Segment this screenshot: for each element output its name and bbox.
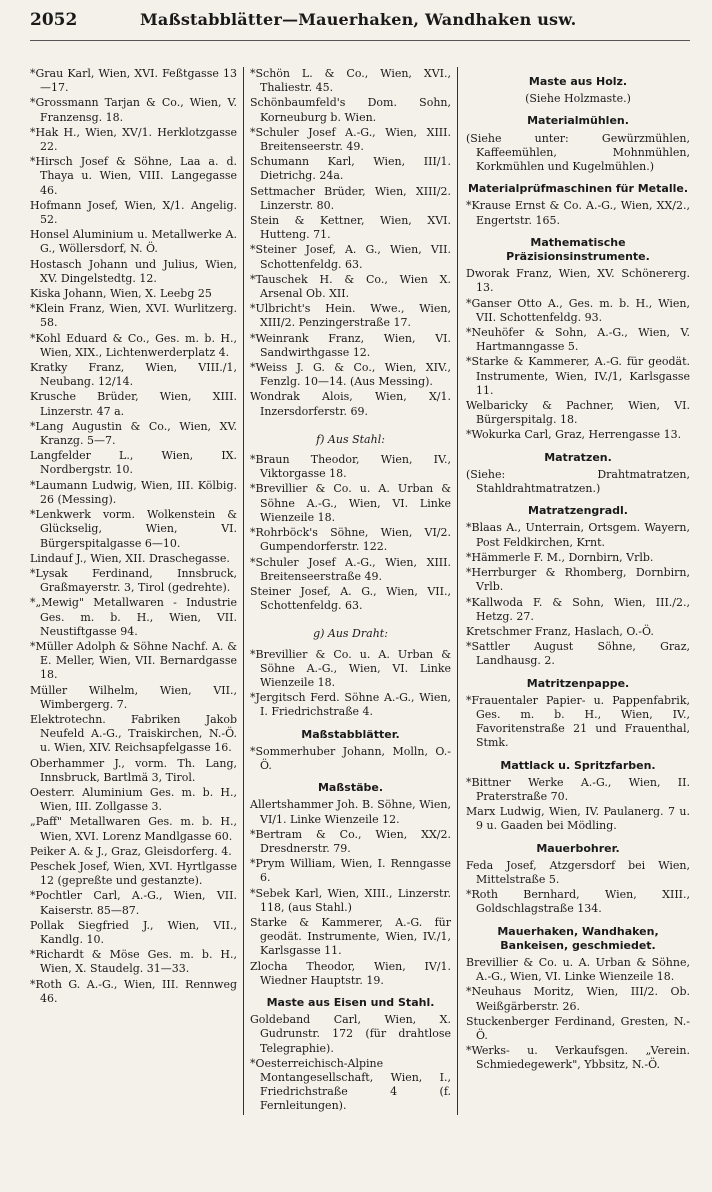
directory-entry: Kiska Johann, Wien, X. Leebg 25 — [30, 287, 212, 301]
directory-entry: *Starke & Kammerer, A.-G. für geodät. Instrumente, Wien, IV./1, Karlsgasse 11. — [466, 355, 690, 397]
section-heading: Maste aus Holz. — [528, 75, 628, 88]
directory-entry: Marx Ludwig, Wien, IV. Paulanerg. 7 u. 9 u. Gaaden bei Mödling. — [466, 805, 690, 833]
directory-entry: *Neuhöfer & Sohn, A.-G., Wien, V. Hartmanngasse 5. — [466, 326, 690, 354]
directory-entry: *Laumann Ludwig, Wien, III. Kölbig. 26 (Messing). — [30, 478, 237, 506]
columns — [30, 67, 690, 1115]
page-header — [30, 10, 690, 41]
directory-entry: Oesterr. Aluminium Ges. m. b. H., Wien, III. Zollgasse 3. — [30, 785, 237, 814]
directory-entry: *Prym William, Wien, I. Renngasse 6. — [250, 857, 451, 885]
section-heading: Mauerbohrer. — [536, 841, 620, 855]
directory-entry: *Hämmerle F. M., Dornbirn, Vrlb. — [466, 550, 654, 564]
directory-entry: *Richardt & Möse Ges. m. b. H., Wien, X. Staudelg. 31—33. — [30, 948, 237, 976]
directory-entry: Müller Wilhelm, Wien, VII., Wimbergerg. 7. — [30, 683, 237, 711]
directory-entry: *Roth G. A.-G., Wien, III. Rennweg 46. — [30, 977, 237, 1005]
directory-entry: *Schuler Josef A.-G., Wien, XIII. Breitenseerstr. 49. — [250, 125, 451, 154]
directory-entry: *Pochtler Carl, A.-G., Wien, VII. Kaiserstr. 85—87. — [30, 889, 237, 917]
directory-entry: Kretschmer Franz, Haslach, O.-Ö. — [466, 624, 654, 638]
directory-entry: *Grau Karl, Wien, XVI. Feßtgasse 13—17. — [30, 67, 237, 95]
directory-entry: Steiner Josef, A. G., Wien, VII., Schottenfeldg. 63. — [250, 584, 451, 613]
directory-entry: *Werks- u. Verkaufsgen. „Verein. Schmiedegewerk", Ybbsitz, N.-Ö. — [466, 1044, 690, 1072]
directory-entry: *Weinrank Franz, Wien, VI. Sandwirthgasse 12. — [250, 331, 451, 359]
section-heading: Maßstabblätter. — [301, 727, 400, 741]
directory-entry: *Schön L. & Co., Wien, XVI., Thaliestr. 45. — [250, 67, 451, 95]
directory-entry: *Krause Ernst & Co. A.-G., Wien, XX/2., Engertstr. 165. — [466, 199, 690, 227]
section-heading: Mauerhaken, Wandhaken, Bankeisen, geschmiedet. — [497, 924, 659, 952]
directory-entry: *Braun Theodor, Wien, IV., Viktorgasse 18. — [250, 453, 451, 481]
directory-entry: *Klein Franz, Wien, XVI. Wurlitzerg. 58. — [30, 302, 237, 330]
directory-entry: *Sebek Karl, Wien, XIII., Linzerstr. 118, (aus Stahl.) — [250, 886, 451, 914]
column-left — [30, 67, 244, 1115]
directory-entry: Schumann Karl, Wien, III/1. Dietrichg. 24a. — [250, 155, 451, 183]
directory-entry: *Kohl Eduard & Co., Ges. m. b. H., Wien, XIX., Lichtenwerderplatz 4. — [30, 331, 237, 359]
directory-entry: *Hak H., Wien, XV/1. Herklotzgasse 22. — [30, 125, 237, 154]
directory-entry: Hofmann Josef, Wien, X/1. Angelig. 52. — [30, 198, 237, 227]
directory-entry: *Herrburger & Rhomberg, Dornbirn, Vrlb. — [466, 566, 690, 594]
directory-entry: Goldeband Carl, Wien, X. Gudrunstr. 172 (für drahtlose Telegraphie). — [250, 1013, 451, 1055]
directory-entry: Welbaricky & Pachner, Wien, VI. Bürgerspitalg. 18. — [466, 399, 690, 427]
directory-entry: *Ulbricht's Hein. Wwe., Wien, XIII/2. Penzingerstraße 17. — [250, 302, 451, 330]
directory-entry: Hostasch Johann und Julius, Wien, XV. Dingelstedtg. 12. — [30, 257, 237, 285]
section-heading: Matratzengradl. — [528, 504, 628, 518]
directory-entry: Kratky Franz, Wien, VIII./1, Neubang. 12/14. — [30, 361, 237, 389]
directory-entry: *Müller Adolph & Söhne Nachf. A. & E. Meller, Wien, VII. Bernardgasse 18. — [30, 639, 237, 682]
directory-entry: Brevillier & Co. u. A. Urban & Söhne, A.-G., Wien, VI. Linke Wienzeile 18. — [466, 955, 690, 984]
directory-entry: *Bittner Werke A.-G., Wien, II. Praterstraße 70. — [466, 775, 690, 803]
directory-entry: *Brevillier & Co. u. A. Urban & Söhne A.-G., Wien, VI. Linke Wienzeile 18. — [250, 647, 451, 689]
section-heading: Matratzen. — [544, 450, 612, 464]
directory-entry: Settmacher Brüder, Wien, XIII/2. Linzerstr. 80. — [250, 184, 451, 212]
directory-entry: *Kallwoda F. & Sohn, Wien, III./2., Hetzg. 27. — [466, 595, 690, 623]
directory-entry: Langfelder L., Wien, IX. Nordbergstr. 10. — [30, 449, 237, 477]
directory-entry: Peiker A. & J., Graz, Gleisdorferg. 4. — [30, 844, 232, 858]
directory-entry: *Tauschek H. & Co., Wien X. Arsenal Ob. XII. — [250, 272, 451, 301]
directory-entry: *„Mewig" Metallwaren - Industrie Ges. m. b. H., Wien, VII. Neustiftgasse 94. — [30, 596, 237, 638]
directory-entry: Krusche Brüder, Wien, XIII. Linzerstr. 47 a. — [30, 390, 237, 418]
directory-entry: Oberhammer J., vorm. Th. Lang, Innsbruck, Bartlmä 3, Tirol. — [30, 756, 237, 784]
directory-entry: Starke & Kammerer, A.-G. für geodät. Instrumente, Wien, IV./1, Karlsgasse 11. — [250, 915, 451, 958]
section-heading: Mathematische Präzisionsinstrumente. — [506, 235, 650, 264]
see-also-note: (Siehe Holzmaste.) — [525, 92, 631, 106]
directory-entry: *Frauentaler Papier- u. Pappenfabrik, Ges. m. b. H., Wien, IV., Favoritenstraße 21 und Frauenthal, Stmk. — [466, 693, 690, 750]
section-heading: Mattlack u. Spritzfarben. — [500, 758, 656, 772]
directory-entry: *Blaas A., Unterrain, Ortsgem. Wayern, Post Feldkirchen, Krnt. — [466, 521, 690, 549]
column-right — [458, 67, 690, 1115]
directory-entry: *Rohrböck's Söhne, Wien, VI/2. Gumpendorferstr. 122. — [250, 526, 451, 554]
directory-entry: *Sattler August Söhne, Graz, Landhausg. 2. — [466, 640, 690, 668]
directory-entry: *Weiss J. G. & Co., Wien, XIV., Fenzlg. 10—14. (Aus Messing). — [250, 361, 451, 389]
directory-entry: Lindauf J., Wien, XII. Draschegasse. — [30, 551, 230, 565]
directory-entry: Dworak Franz, Wien, XV. Schönererg. 13. — [466, 267, 690, 295]
directory-entry: Zlocha Theodor, Wien, IV/1. Wiedner Hauptstr. 19. — [250, 959, 451, 987]
directory-entry: Stuckenberger Ferdinand, Gresten, N.-Ö. — [466, 1014, 690, 1042]
directory-entry: „Paff" Metallwaren Ges. m. b. H., Wien, XVI. Lorenz Mandlgasse 60. — [30, 815, 237, 843]
directory-entry: *Brevillier & Co. u. A. Urban & Söhne A.-G., Wien, VI. Linke Wienzeile 18. — [250, 482, 451, 524]
page-number: 2052 — [30, 10, 78, 30]
directory-entry: *Steiner Josef, A. G., Wien, VII. Schottenfeldg. 63. — [250, 243, 451, 271]
directory-entry: *Wokurka Carl, Graz, Herrengasse 13. — [466, 428, 682, 442]
directory-entry: Elektrotechn. Fabriken Jakob Neufeld A.-G., Traiskirchen, N.-Ö. u. Wien, XIV. Reichsapfelgasse 16. — [30, 712, 237, 755]
directory-entry: (Siehe: Drahtmatratzen, Stahldrahtmatratzen.) — [466, 467, 690, 496]
directory-entry: Schönbaumfeld's Dom. Sohn, Korneuburg b. Wien. — [250, 96, 451, 124]
section-heading: Maßstäbe. — [317, 781, 384, 795]
section-heading: Materialprüfmaschinen für Metalle. — [467, 182, 689, 196]
directory-entry: *Lenkwerk vorm. Wolkenstein & Glückselig, Wien, VI. Bürgerspitalgasse 6—10. — [30, 508, 237, 550]
directory-entry: *Neuhaus Moritz, Wien, III/2. Ob. Weißgärberstr. 26. — [466, 985, 690, 1013]
directory-entry: *Lang Augustin & Co., Wien, XV. Kranzg. 5—7. — [30, 419, 237, 448]
directory-entry: Wondrak Alois, Wien, X/1. Inzersdorferstr. 69. — [250, 390, 451, 418]
directory-entry: *Bertram & Co., Wien, XX/2. Dresdnerstr. 79. — [250, 827, 451, 855]
section-heading: Materialmühlen. — [527, 114, 629, 128]
directory-entry: Feda Josef, Atzgersdorf bei Wien, Mittelstraße 5. — [466, 858, 690, 886]
directory-entry: *Hirsch Josef & Söhne, Laa a. d. Thaya u. Wien, VIII. Langegasse 46. — [30, 155, 237, 197]
directory-entry: *Ganser Otto A., Ges. m. b. H., Wien, VII. Schottenfeldg. 93. — [466, 296, 690, 324]
section-heading: Matritzenpappe. — [526, 676, 630, 690]
directory-entry: Pollak Siegfried J., Wien, VII., Kandlg. 10. — [30, 918, 237, 946]
section-heading: Maste aus Eisen und Stahl. — [266, 995, 435, 1009]
directory-entry: *Grossmann Tarjan & Co., Wien, V. Franzensg. 18. — [30, 96, 237, 124]
directory-entry: Honsel Aluminium u. Metallwerke A. G., Wöllersdorf, N. Ö. — [30, 228, 237, 256]
directory-entry: *Roth Bernhard, Wien, XIII., Goldschlagstraße 134. — [466, 888, 690, 916]
directory-entry: Allertshammer Joh. B. Söhne, Wien, VI/1. Linke Wienzeile 12. — [250, 798, 451, 826]
directory-entry: Peschek Josef, Wien, XVI. Hyrtlgasse 12 (gepreßte und gestanzte). — [30, 859, 237, 888]
directory-entry: *Oesterreichisch-Alpine Montangesellschaft, Wien, I., Friedrichstraße 4 (f. Fernleitungen). — [250, 1056, 451, 1113]
directory-entry: (Siehe unter: Gewürzmühlen, Kaffeemühlen, Mohnmühlen, Korkmühlen und Kugelmühlen.) — [466, 131, 690, 174]
section-heading: f) Aus Stahl: — [316, 432, 385, 446]
directory-entry: *Schuler Josef A.-G., Wien, XIII. Breitenseerstraße 49. — [250, 555, 451, 583]
directory-entry: Stein & Kettner, Wien, XVI. Hutteng. 71. — [250, 214, 451, 242]
column-middle — [244, 67, 458, 1115]
section-heading: g) Aus Draht: — [313, 627, 388, 641]
directory-entry: *Lysak Ferdinand, Innsbruck, Graßmayerstr. 3, Tirol (gedrehte). — [30, 566, 237, 595]
page-title: Maßstabblätter—Mauerhaken, Wandhaken usw. — [140, 10, 577, 29]
directory-entry: *Sommerhuber Johann, Molln, O.-Ö. — [250, 744, 451, 772]
directory-entry: *Jergitsch Ferd. Söhne A.-G., Wien, I. Friedrichstraße 4. — [250, 691, 451, 719]
